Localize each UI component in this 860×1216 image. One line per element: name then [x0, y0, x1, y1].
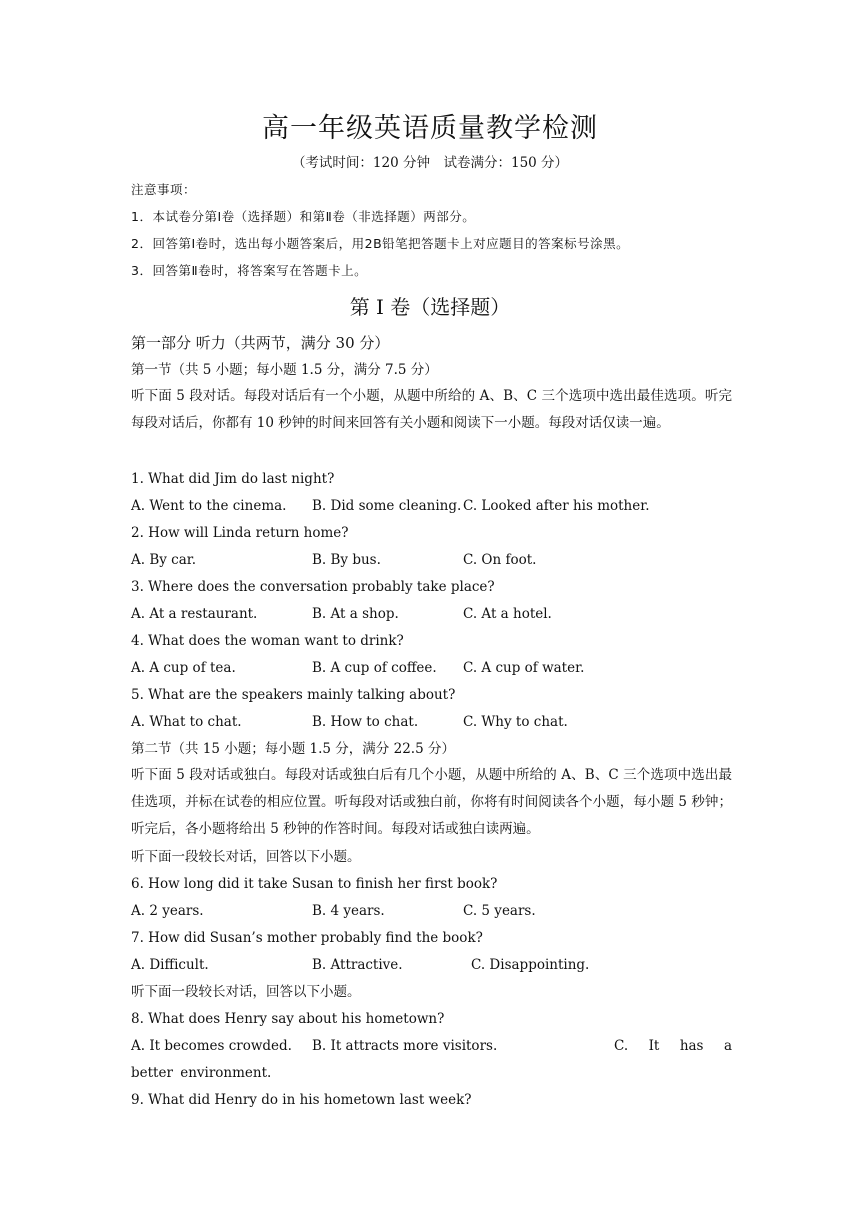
- question-stem: 8. What does Henry say about his hometown?: [131, 1011, 445, 1027]
- option-b: B. Attractive.: [312, 957, 403, 973]
- section2-title: 第二节（共 15 小题；每小题 1.5 分，满分 22.5 分）: [131, 741, 455, 757]
- option-a: A. Difficult.: [131, 957, 209, 973]
- option-b: B. A cup of coffee.: [312, 660, 437, 676]
- question-stem: 6. How long did it take Susan to finish her first book?: [131, 876, 498, 892]
- option-b: B. At a shop.: [312, 606, 399, 622]
- note-item: 1．本试卷分第Ⅰ卷（选择题）和第Ⅱ卷（非选择题）两部分。: [131, 209, 476, 224]
- option-c: C. A cup of water.: [463, 660, 585, 676]
- question-8-options: [131, 1033, 732, 1087]
- question-stem: 2. How will Linda return home?: [131, 525, 349, 541]
- option-c: C. Disappointing.: [471, 957, 590, 973]
- question-stem: 5. What are the speakers mainly talking about?: [131, 687, 456, 703]
- option-a: A. What to chat.: [131, 714, 242, 730]
- section1-title: 第一节（共 5 小题；每小题 1.5 分，满分 7.5 分）: [131, 362, 438, 378]
- option-b: B. By bus.: [312, 552, 381, 568]
- question-stem: 1. What did Jim do last night?: [131, 471, 335, 487]
- question-stem: 4. What does the woman want to drink?: [131, 633, 404, 649]
- part1-title: 第一部分 听力（共两节，满分 30 分）: [131, 334, 390, 352]
- section2-lead: 听下面一段较长对话，回答以下小题。: [131, 849, 361, 865]
- section1-instructions: 听下面 5 段对话。每段对话后有一个小题，从题中所给的 A、B、C 三个选项中选出最佳选项。听完每段对话后，你都有 10 秒钟的时间来回答有关小题和阅读下一小题。每段对话仅读一遍。: [131, 388, 732, 431]
- option-a: A. It becomes crowded.: [131, 1038, 292, 1054]
- question-stem: 9. What did Henry do in his hometown last week?: [131, 1092, 472, 1108]
- option-a: A. By car.: [131, 552, 197, 568]
- volume-title: 第 I 卷（选择题）: [349, 295, 511, 319]
- option-b: B. It attracts more visitors.: [312, 1038, 498, 1054]
- option-a: A. At a restaurant.: [131, 606, 258, 622]
- section2-lead: 听下面一段较长对话，回答以下小题。: [131, 984, 361, 1000]
- note-item: 3．回答第Ⅱ卷时，将答案写在答题卡上。: [131, 263, 368, 278]
- section2-instructions: 听下面 5 段对话或独白。每段对话或独白后有几个小题，从题中所给的 A、B、C 三个选项中选出最佳选项，并标在试卷的相应位置。听每段对话或独白前，你将有时间阅读各个小题，每小题 5 秒钟；听完后，各小题将给出 5 秒钟的作答时间。每段对话或独白读两遍。: [131, 767, 732, 837]
- option-c: C. 5 years.: [463, 903, 536, 919]
- option-c: C. Why to chat.: [463, 714, 568, 730]
- exam-title: 高一年级英语质量教学检测: [262, 113, 598, 144]
- note-item: 2．回答第Ⅰ卷时，选出每小题答案后，用2B铅笔把答题卡上对应题目的答案标号涂黑。: [131, 236, 630, 251]
- option-a: A. 2 years.: [131, 903, 204, 919]
- option-b: B. How to chat.: [312, 714, 419, 730]
- option-b: B. Did some cleaning.: [312, 498, 462, 514]
- question-stem: 3. Where does the conversation probably take place?: [131, 579, 495, 595]
- notes-heading: 注意事项：: [131, 182, 197, 197]
- option-c: C. On foot.: [463, 552, 537, 568]
- option-b: B. 4 years.: [312, 903, 385, 919]
- option-c: C. Looked after his mother.: [463, 498, 650, 514]
- exam-subtitle: （考试时间：120 分钟 试卷满分：150 分）: [291, 155, 569, 171]
- option-a: A. A cup of tea.: [131, 660, 236, 676]
- option-c: C. It has a better environment.: [131, 1038, 732, 1081]
- option-a: A. Went to the cinema.: [131, 498, 287, 514]
- question-stem: 7. How did Susan’s mother probably find the book?: [131, 930, 483, 946]
- option-c: C. At a hotel.: [463, 606, 552, 622]
